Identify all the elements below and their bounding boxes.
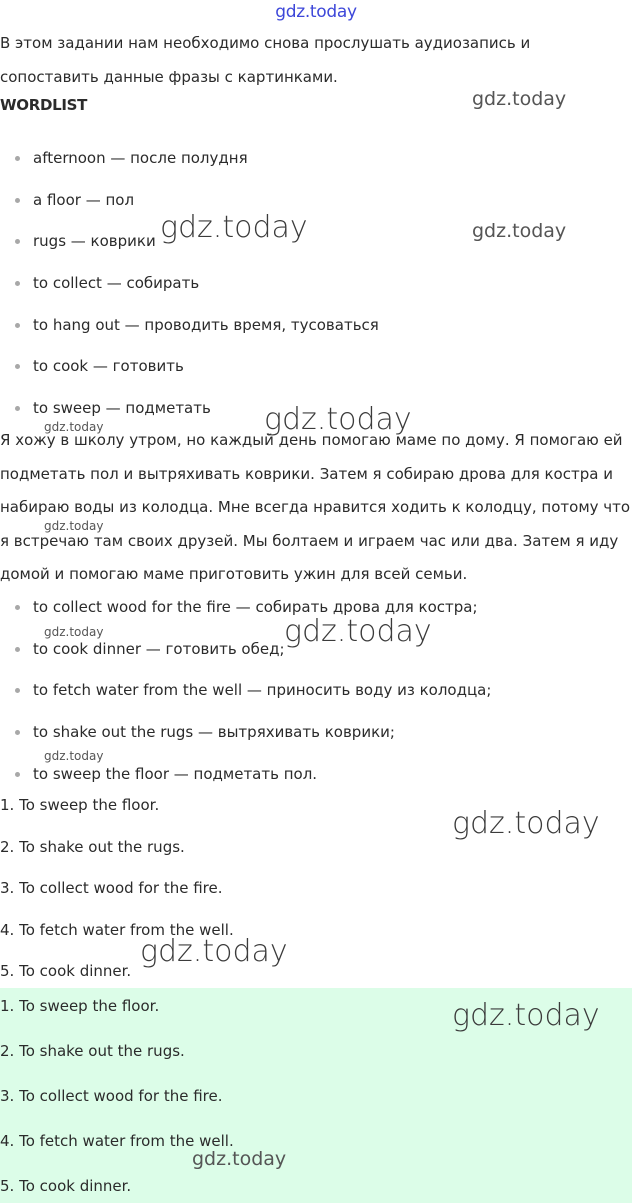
bullet-icon	[15, 198, 20, 203]
watermark: gdz.today	[472, 220, 567, 242]
list-item: to hang out — проводить время, тусоваться	[0, 311, 632, 353]
bullet-icon	[15, 772, 20, 777]
list-item: a floor — пол	[0, 186, 632, 228]
bullet-icon	[15, 281, 20, 286]
bullet-icon	[15, 730, 20, 735]
watermark: gdz.today	[44, 519, 104, 533]
wordlist-heading: WORDLIST	[0, 96, 88, 114]
list-item: to collect — собирать	[0, 269, 632, 311]
list-item: to sweep — подметать	[0, 394, 632, 436]
bullet-icon	[15, 323, 20, 328]
list-item: 1. To sweep the floor.	[0, 997, 160, 1015]
bullet-icon	[15, 156, 20, 161]
list-item: rugs — коврики	[0, 227, 632, 269]
story-text: Я хожу в школу утром, но каждый день помогаю маме по дому. Я помогаю ей подметать пол и вытряхивать коврики. Затем я собираю дрова для костра и набираю воды из колодца. Мне всегда нравится ходить к колодцу, потому что я встречаю там своих друзей. Мы болтаем и играем час или два. Затем я иду домой и помогаю маме приготовить ужин для всей семьи.	[0, 431, 631, 583]
list-item: 3. To collect wood for the fire.	[0, 1087, 223, 1105]
list-item: 2. To shake out the rugs.	[0, 837, 185, 856]
list-item: to cook — готовить	[0, 352, 632, 394]
watermark: gdz.today	[140, 934, 288, 969]
bullet-icon	[15, 605, 20, 610]
intro-text: В этом задании нам необходимо снова прослушать аудиозапись и сопоставить данные фразы с картинками.	[0, 34, 531, 86]
watermark: gdz.today	[452, 998, 600, 1033]
bullet-icon	[15, 647, 20, 652]
bullet-icon	[15, 364, 20, 369]
list-item: 4. To fetch water from the well.	[0, 1132, 234, 1150]
list-item: to sweep the floor — подметать пол.	[0, 760, 632, 802]
list-item: to shake out the rugs — вытряхивать коврики;	[0, 718, 632, 760]
watermark: gdz.today	[264, 402, 412, 437]
watermark: gdz.today	[452, 806, 600, 841]
list-item: 4. To fetch water from the well.	[0, 920, 234, 939]
watermark: gdz.today	[160, 210, 308, 245]
watermark: gdz.today	[472, 88, 567, 110]
list-item: afternoon — после полудня	[0, 144, 632, 186]
site-logo[interactable]: gdz.today	[275, 2, 357, 22]
bullet-icon	[15, 239, 20, 244]
bullet-icon	[15, 688, 20, 693]
watermark: gdz.today	[284, 614, 432, 649]
list-item: to fetch water from the well — приносить воду из колодца;	[0, 676, 632, 718]
watermark: gdz.today	[44, 420, 104, 434]
watermark: gdz.today	[192, 1148, 287, 1170]
list-item: 5. To cook dinner.	[0, 1177, 132, 1195]
list-item: 1. To sweep the floor.	[0, 796, 160, 814]
list-item: 3. To collect wood for the fire.	[0, 879, 223, 897]
wordlist	[0, 144, 632, 436]
list-item: 5. To cook dinner.	[0, 962, 132, 980]
bullet-icon	[15, 406, 20, 411]
watermark: gdz.today	[44, 749, 104, 763]
list-item: 2. To shake out the rugs.	[0, 1042, 185, 1060]
watermark: gdz.today	[44, 625, 104, 639]
list-item: to cook dinner — готовить обед;	[0, 635, 632, 677]
list-item: to collect wood for the fire — собирать дрова для костра;	[0, 593, 632, 635]
